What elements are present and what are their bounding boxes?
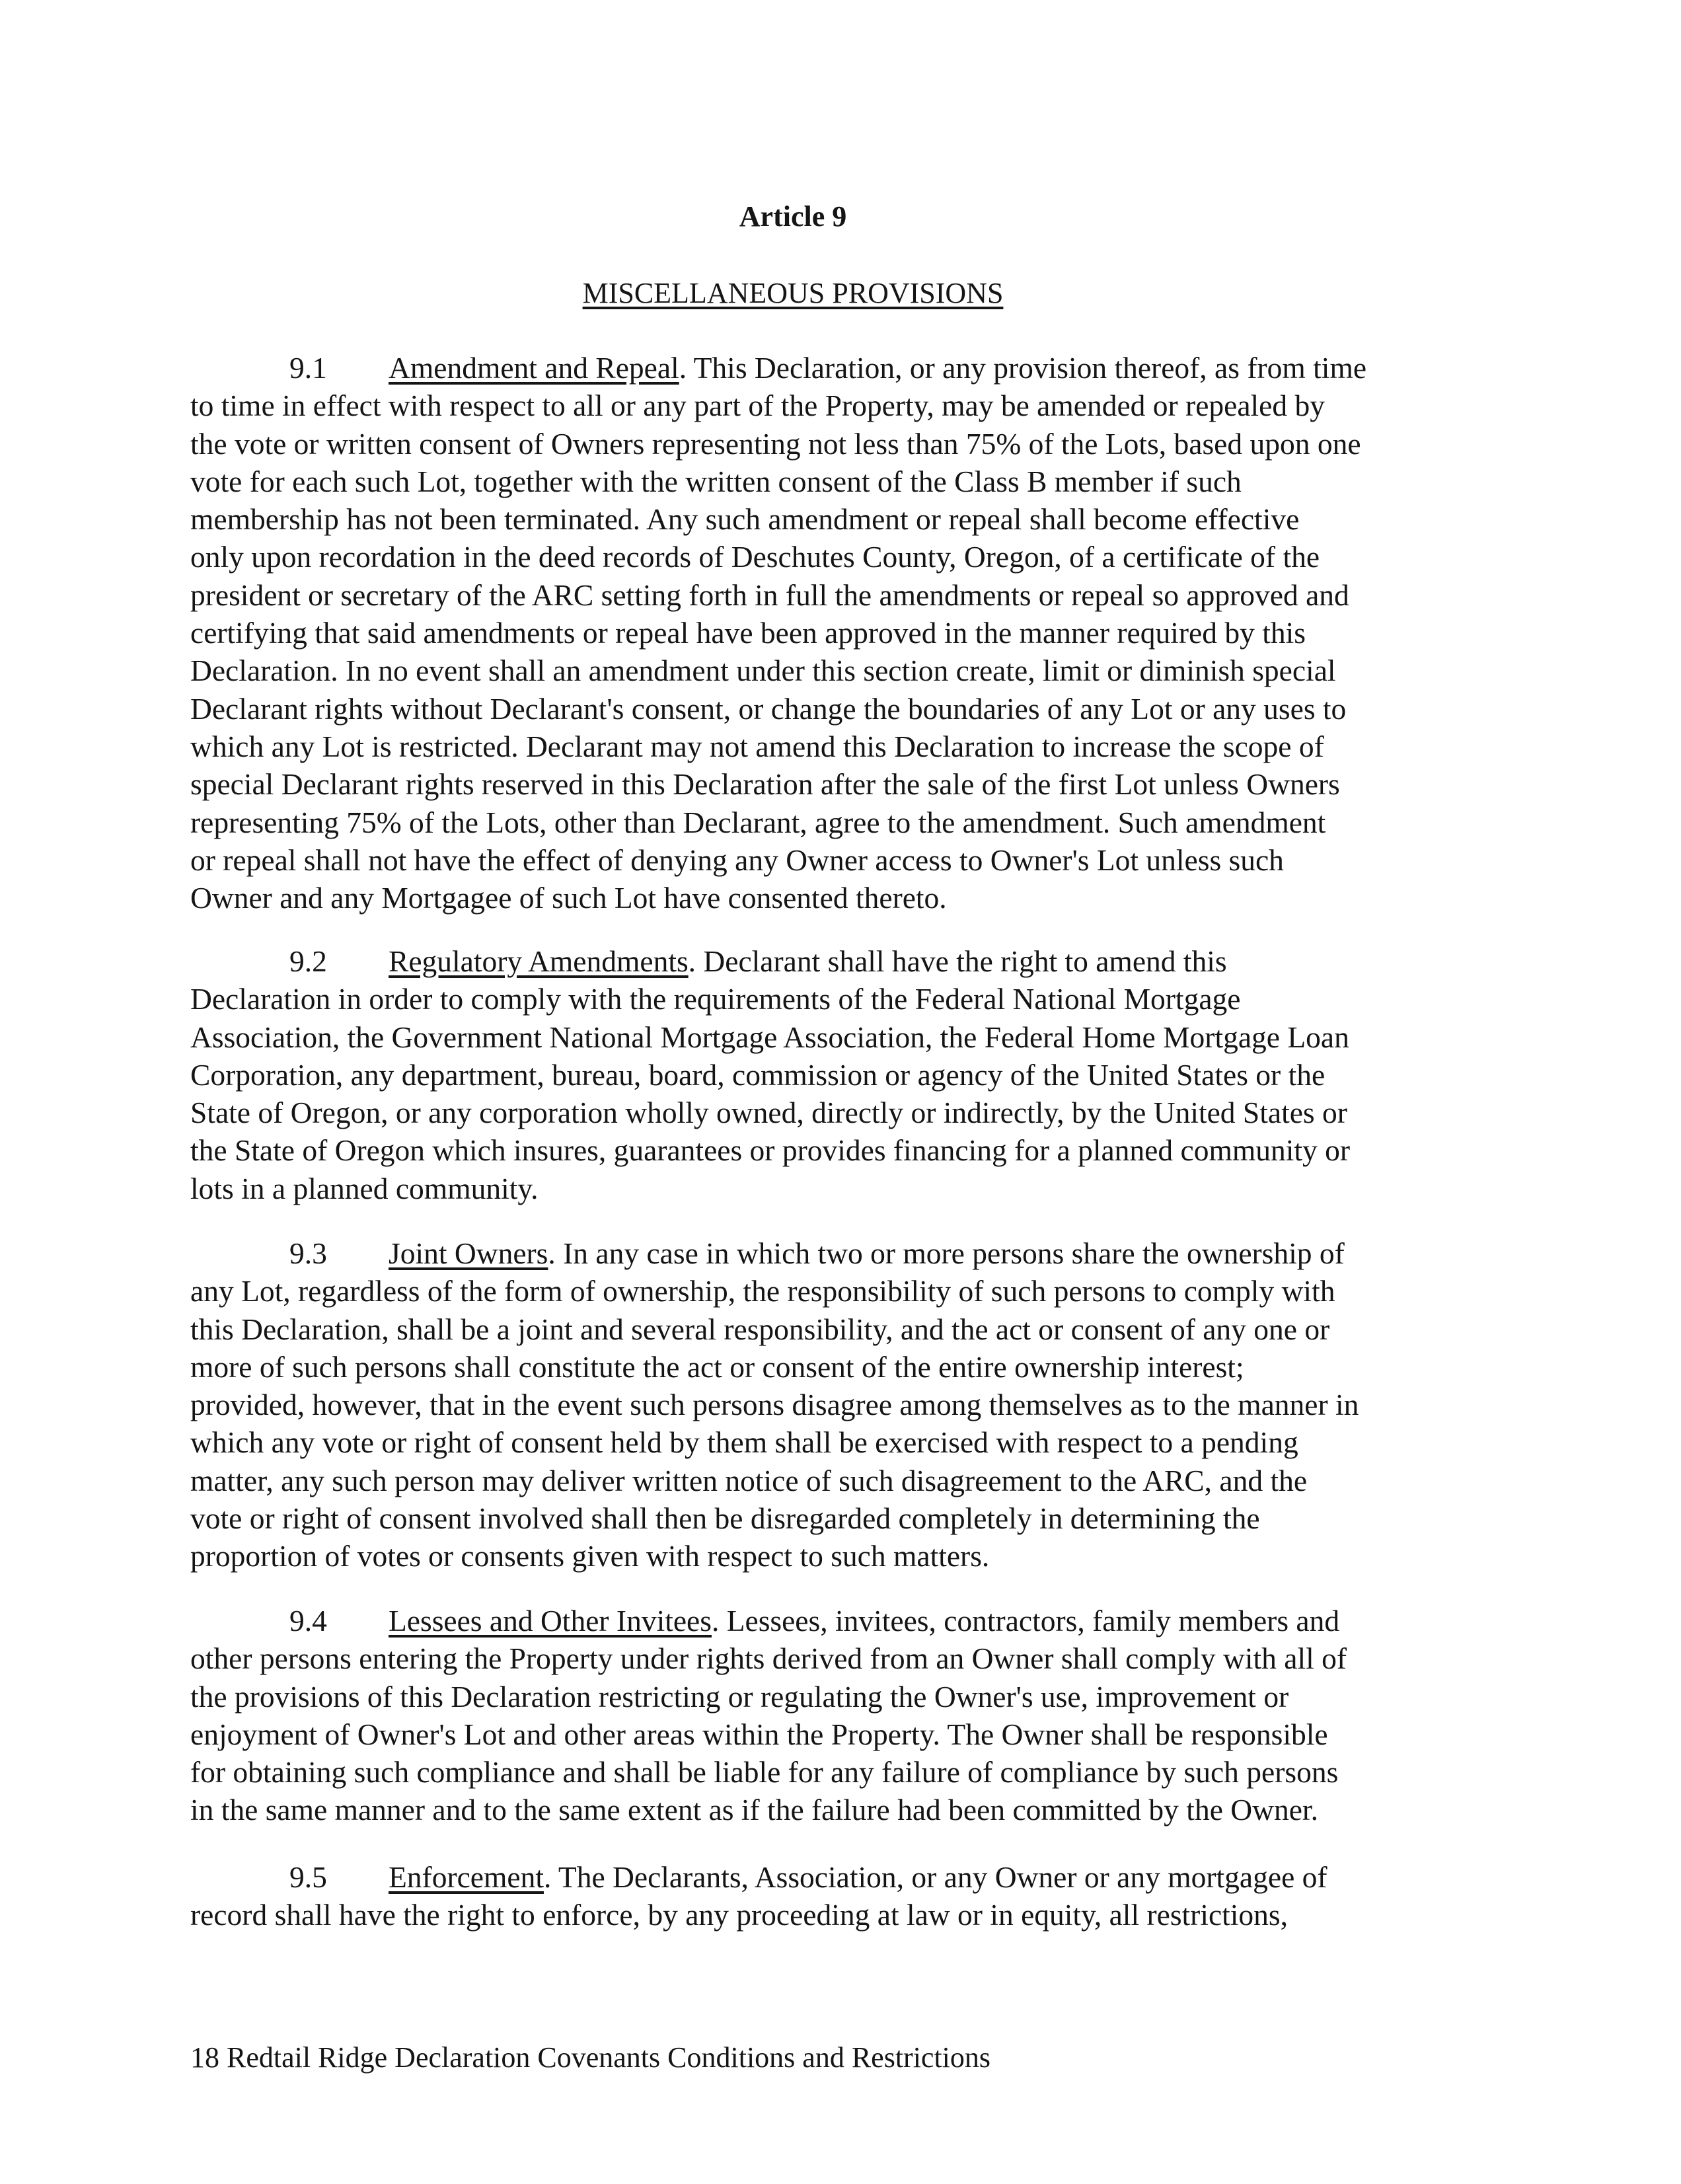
text-line: Declaration. In no event shall an amendment under this section create, limit or diminish special [190,654,1336,688]
text-line: vote for each such Lot, together with the written consent of the Class B member if such [190,464,1242,498]
section-9-1 [190,349,1488,917]
text-line: Declaration in order to comply with the requirements of the Federal National Mortgage [190,982,1241,1016]
section-first-line [190,1234,1488,1272]
text-line: vote or right of consent involved shall then be disregarded completely in determining the [190,1501,1260,1536]
text-line: this Declaration, shall be a joint and several responsibility, and the act or consent of any one or [190,1312,1330,1346]
text-line: Owner and any Mortgagee of such Lot have consented thereto. [190,881,947,915]
text-line: more of such persons shall constitute the act or consent of the entire ownership interest; [190,1349,1244,1384]
article-title: Article 9 [739,200,847,233]
section-number: 9.1 [289,351,327,385]
section-first-line [190,942,1488,980]
section-first-line-text: . In any case in which two or more persons share the ownership of [548,1236,1345,1270]
text-line: in the same manner and to the same extent as if the failure had been committed by the Owner. [190,1793,1318,1827]
text-line: State of Oregon, or any corporation wholly owned, directly or indirectly, by the United States or [190,1096,1347,1130]
text-line: only upon recordation in the deed records of Deschutes County, Oregon, of a certificate of the [190,540,1320,574]
text-line: the State of Oregon which insures, guarantees or provides financing for a planned community or [190,1133,1351,1168]
text-line: which any Lot is restricted. Declarant may not amend this Declaration to increase the scope of [190,729,1324,763]
text-line: which any vote or right of consent held by them shall be exercised with respect to a pending [190,1425,1298,1460]
section-9-2 [190,942,1488,1207]
section-heading: Enforcement [389,1860,544,1894]
text-line: special Declarant rights reserved in this Declaration after the sale of the first Lot unless Owners [190,767,1340,802]
section-first-line-text: . This Declaration, or any provision thereof, as from time [679,351,1367,385]
section-9-4 [190,1602,1488,1829]
text-line: membership has not been terminated. Any such amendment or repeal shall become effective [190,502,1300,537]
text-line: Declarant rights without Declarant's consent, or change the boundaries of any Lot or any uses to [190,691,1347,726]
text-line: provided, however, that in the event such persons disagree among themselves as to the manner in [190,1388,1359,1422]
section-first-line-text: . Declarant shall have the right to amend this [688,944,1227,978]
text-line: record shall have the right to enforce, by any proceeding at law or in equity, all restrictions, [190,1898,1289,1932]
text-line: representing 75% of the Lots, other than Declarant, agree to the amendment. Such amendment [190,805,1326,839]
text-line: lots in a planned community. [190,1171,539,1205]
text-line: or repeal shall not have the effect of denying any Owner access to Owner's Lot unless such [190,843,1284,877]
section-number: 9.4 [289,1604,327,1638]
text-line: for obtaining such compliance and shall be liable for any failure of compliance by such persons [190,1755,1339,1789]
section-number: 9.5 [289,1860,327,1894]
section-first-line-text: . The Declarants, Association, or any Owner or any mortgagee of [543,1860,1327,1894]
section-first-line-text: . Lessees, invitees, contractors, family members and [711,1604,1340,1638]
section-heading: Lessees and Other Invitees [389,1604,712,1638]
section-9-3 [190,1234,1488,1575]
section-first-line [190,1858,1488,1896]
text-line: Corporation, any department, bureau, board, commission or agency of the United States or the [190,1057,1326,1092]
section-9-5 [190,1858,1488,1934]
text-line: certifying that said amendments or repeal have been approved in the manner required by this [190,616,1306,650]
section-number: 9.3 [289,1236,327,1270]
text-line: president or secretary of the ARC setting forth in full the amendments or repeal so approved and [190,578,1349,612]
section-first-line [190,349,1488,387]
text-line: Association, the Government National Mortgage Association, the Federal Home Mortgage Loan [190,1020,1349,1054]
text-line: to time in effect with respect to all or any part of the Property, may be amended or repealed by [190,389,1326,423]
section-heading: Amendment and Repeal [389,351,679,385]
text-line: any Lot, regardless of the form of ownership, the responsibility of such persons to comply with [190,1274,1335,1308]
section-number: 9.2 [289,944,327,978]
text-line: the provisions of this Declaration restricting or regulating the Owner's use, improvement or [190,1679,1289,1713]
text-line: other persons entering the Property under rights derived from an Owner shall comply with all of [190,1641,1347,1676]
text-line: proportion of votes or consents given with respect to such matters. [190,1539,990,1573]
text-line: the vote or written consent of Owners representing not less than 75% of the Lots, based upon one [190,426,1361,461]
article-heading-text: MISCELLANEOUS PROVISIONS [582,277,1004,309]
section-heading: Joint Owners [389,1236,548,1270]
page-footer: 18 Redtail Ridge Declaration Covenants Conditions and Restrictions [190,2041,991,2074]
section-heading: Regulatory Amendments [389,944,689,978]
section-first-line [190,1602,1488,1639]
article-heading [0,275,1586,312]
text-line: matter, any such person may deliver written notice of such disagreement to the ARC, and the [190,1463,1308,1497]
text-line: enjoyment of Owner's Lot and other areas within the Property. The Owner shall be responsible [190,1717,1328,1751]
